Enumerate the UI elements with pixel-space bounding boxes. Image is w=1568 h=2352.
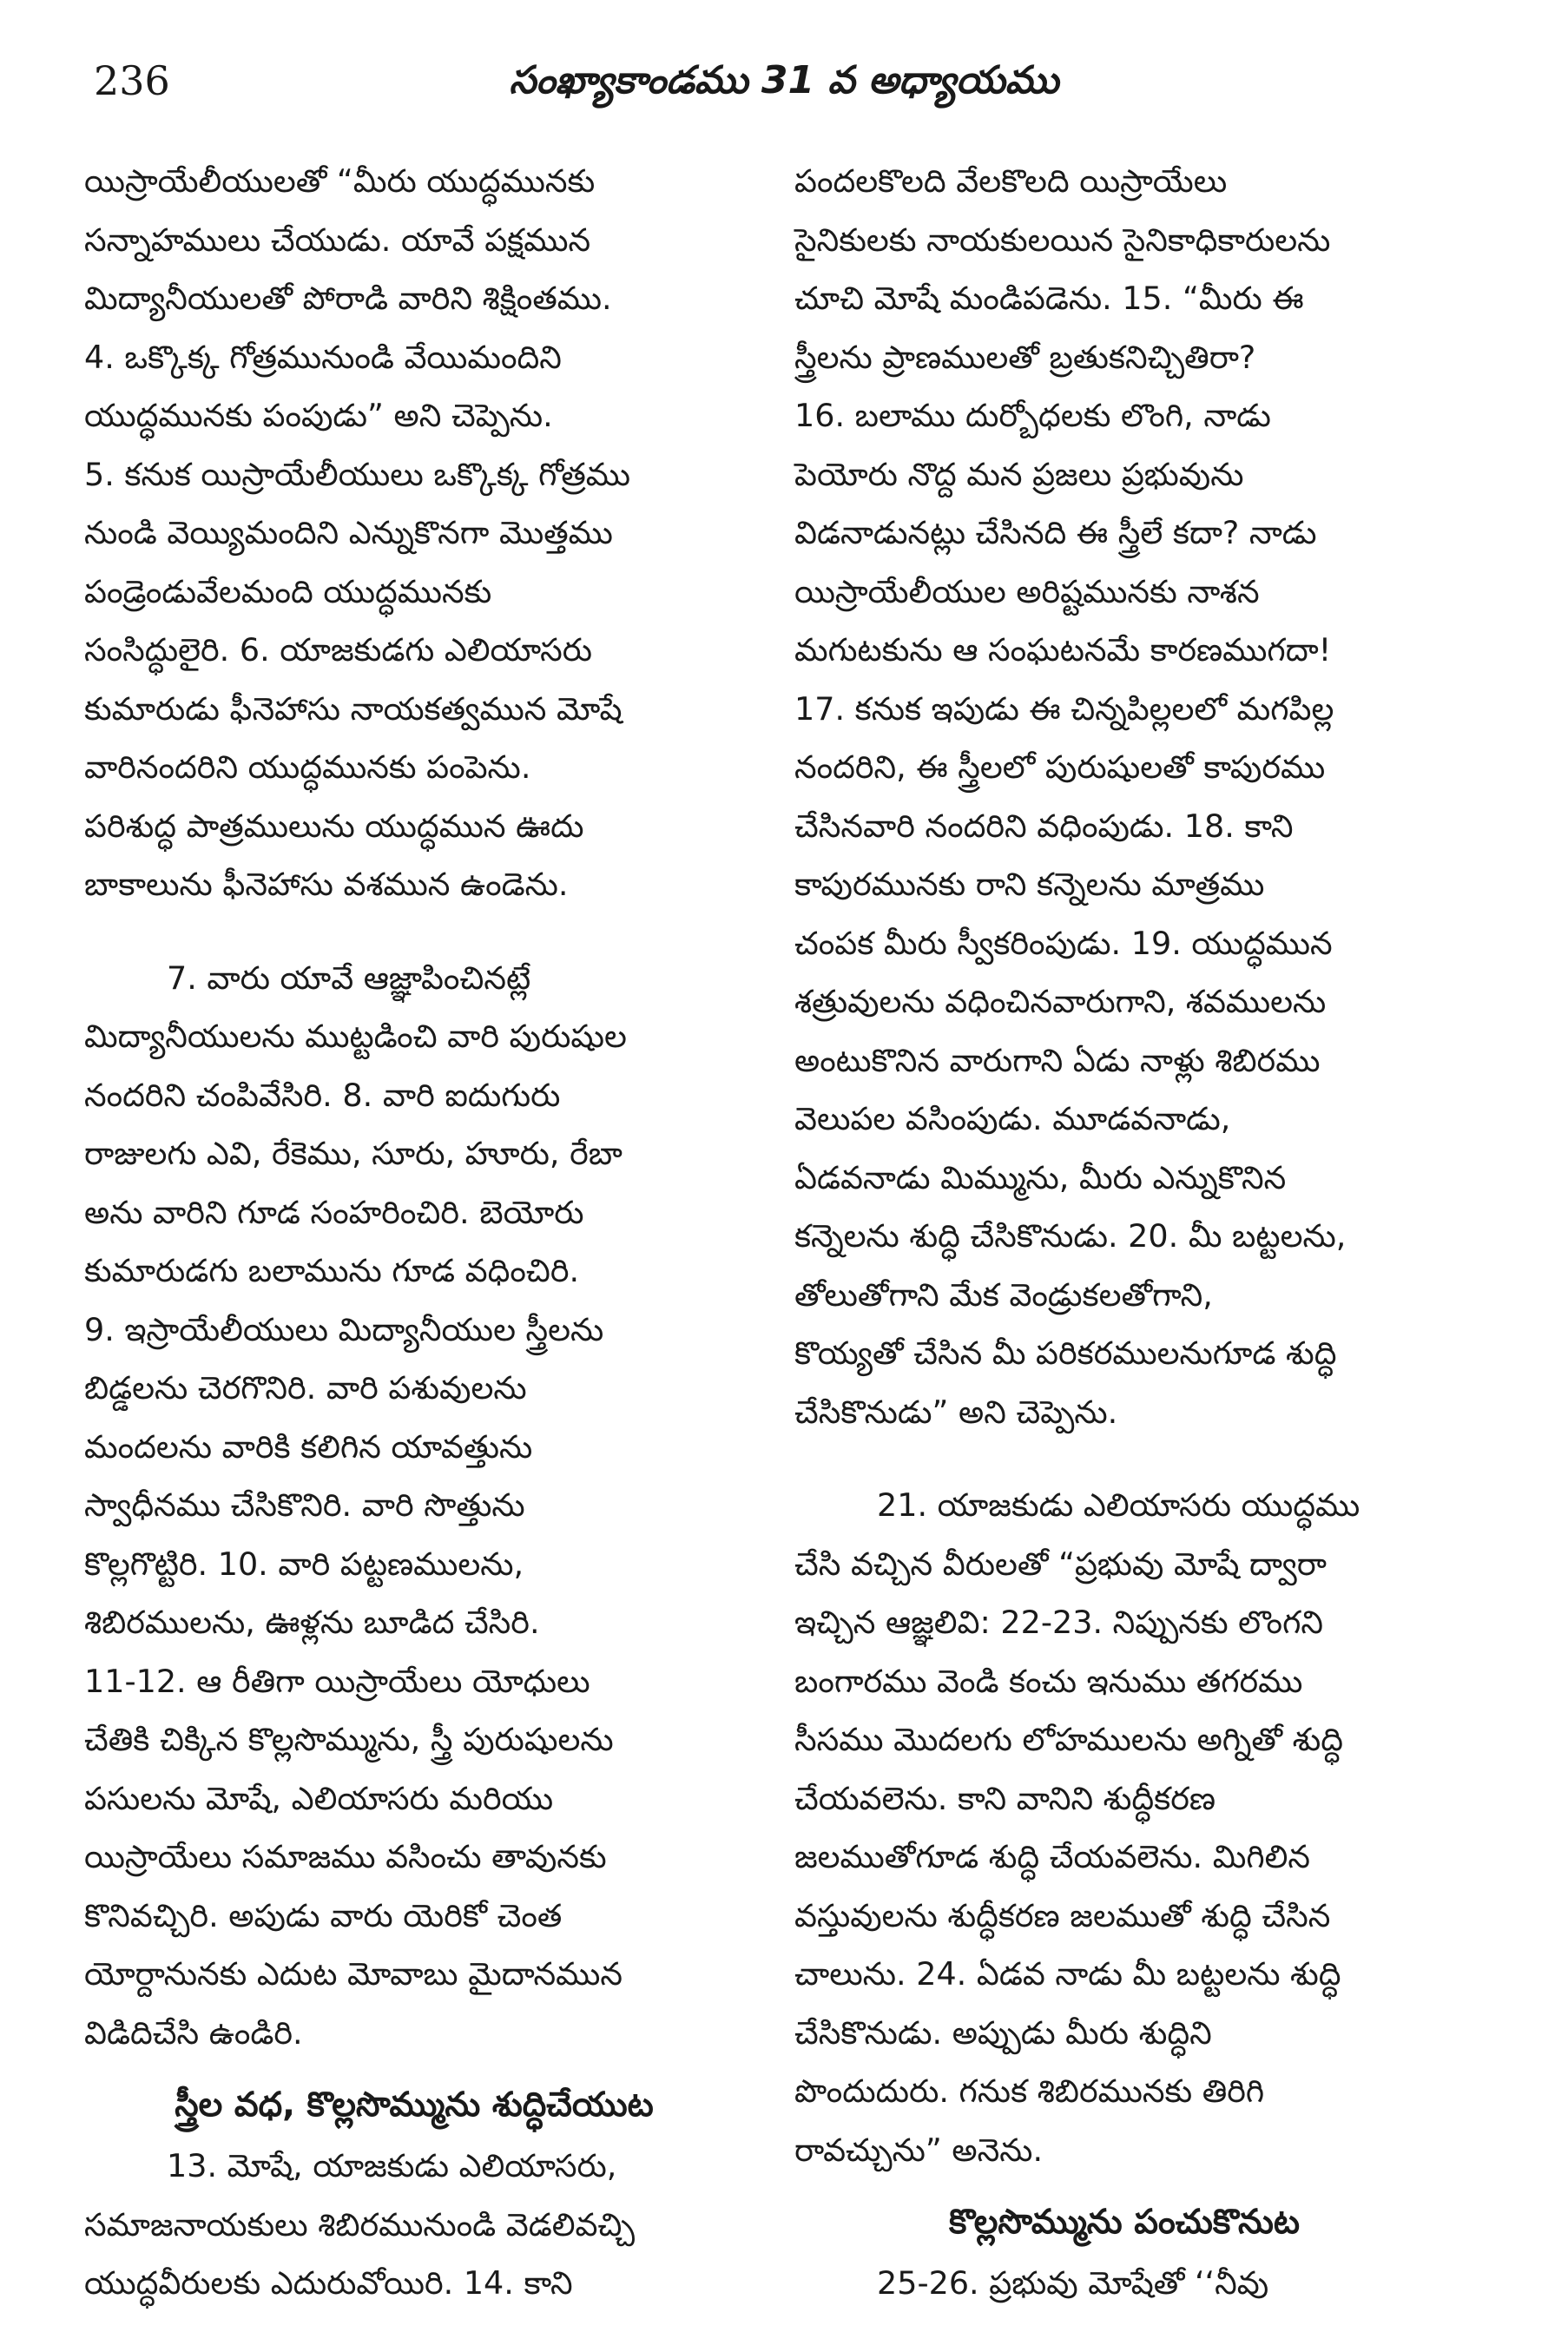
page-header <box>94 42 1474 120</box>
paragraph: పందలకొలది వేలకొలది యిస్రాయేలు సైనికులకు నాయకులయిన సైనికాధికారులను చూచి మోషే మండిపడెను. 15. “మీరు ఈ స్త్రీలను ప్రాణములతో బ్రతుకనిచ్చితిరా? 16. బలాము దుర్బోధలకు లొంగి, నాడు పెయోరు నొద్ద మన ప్రజలు ప్రభువును విడనాడునట్లు చేసినది ఈ స్త్రీలే కదా? నాడు యిస్రాయేలీయుల అరిష్టమునకు నాశన మగుటకును ఆ సంఘటనమే కారణముగదా! 17. కనుక ఇపుడు ఈ చిన్నపిల్లలలో మగపిల్ల నందరిని, ఈ స్త్రీలలో పురుషులతో కాపురము చేసినవారి నందరిని వధింపుడు. 18. కాని కాపురమునకు రాని కన్నెలను మాత్రము చంపక మీరు స్వీకరింపుడు. 19. యుద్ధమున శత్రువులను వధించినవారుగాని, శవములను అంటుకొనిన వారుగాని ఏడు నాళ్లు శిబిరము వెలుపల వసింపుడు. మూడవనాడు, ఏడవనాడు మిమ్మును, మీరు ఎన్నుకొనిన కన్నెలను శుద్ధి చేసికొనుడు. 20. మీ బట్టలను, తోలుతోగాని మేక వెండ్రుకలతోగాని, కొయ్యతో చేసిన మీ పరికరములనుగూడ శుద్ధి చేసికొనుడు” అని చెప్పెను. <box>794 162 1347 1431</box>
section-heading: స్త్రీల వధ, కొల్లసొమ్మును శుద్ధిచేయుట <box>175 2085 654 2125</box>
paragraph: యిస్రాయేలీయులతో “మీరు యుద్ధమునకు సన్నాహములు చేయుడు. యావే పక్షమున మిద్యానీయులతో పోరాడి వారిని శిక్షింతము. 4. ఒక్కొక్క గోత్రమునుండి వేయిమందిని యుద్ధమునకు పంపుడు” అని చెప్పెను. 5. కనుక యిస్రాయేలీయులు ఒక్కొక్క గోత్రము నుండి వెయ్యిమందిని ఎన్నుకొనగా మొత్తము పండ్రెండువేలమంది యుద్ధమునకు సంసిద్ధులైరి. 6. యాజకుడగు ఎలియాసరు కుమారుడు ఫీనెహాసు నాయకత్వమున మోషే వారినందరిని యుద్ధమునకు పంపెను. పరిశుద్ధ పాత్రములును యుద్ధమున ఊదు బాకాలును ఫీనెహాసు వశమున ఉండెను. <box>84 162 630 903</box>
paragraph: 21. యాజకుడు ఎలియాసరు యుద్ధము చేసి వచ్చిన వీరులతో “ప్రభువు మోషే ద్వారా ఇచ్చిన ఆజ్ఞలివి: 22-23. నిప్పునకు లొంగని బంగారము వెండి కంచు ఇనుము తగరము సీసము మొదలగు లోహములను అగ్నితో శుద్ధి చేయవలెను. కాని వానిని శుద్ధీకరణ జలముతోగూడ శుద్ధి చేయవలెను. మిగిలిన వస్తువులను శుద్ధీకరణ జలముతో శుద్ధి చేసిన చాలును. 24. ఏడవ నాడు మీ బట్టలను శుద్ధి చేసికొనుడు. అప్పుడు మీరు శుద్ధిని పొందుదురు. గనుక శిబిరమునకు తిరిగి రావచ్చును” అనెను. <box>794 1486 1360 2169</box>
running-title: సంఖ్యాకాండము 31 వ అధ్యాయము <box>509 58 1059 102</box>
paragraph: 13. మోషే, యాజకుడు ఎలియాసరు, సమాజనాయకులు శిబిరమునుండి వెడలివచ్చి యుద్ధవీరులకు ఎదురువోయిరి. 14. కాని <box>84 2147 636 2302</box>
paragraph: 7. వారు యావే ఆజ్ఞాపించినట్లే మిద్యానీయులను ముట్టడించి వారి పురుషుల నందరిని చంపివేసిరి. 8. వారి ఐదుగురు రాజులగు ఎవి, రేకెము, సూరు, హూరు, రేబా అను వారిని గూడ సంహరించిరి. బెయోరు కుమారుడగు బలామును గూడ వధించిరి. 9. ఇస్రాయేలీయులు మిద్యానీయుల స్త్రీలను బిడ్డలను చెరగొనిరి. వారి పశువులను మందలను వారికి కలిగిన యావత్తును స్వాధీనము చేసికొనిరి. వారి సొత్తును కొల్లగొట్టిరి. 10. వారి పట్టణములను, శిబిరములను, ఊళ్లను బూడిద చేసిరి. 11-12. ఆ రీతిగా యిస్రాయేలు యోధులు చేతికి చిక్కిన కొల్లసొమ్మును, స్త్రీ పురుషులను పసులను మోషే, ఎలియాసరు మరియు యిస్రాయేలు సమాజము వసించు తావునకు కొనివచ్చిరి. అపుడు వారు యెరికో చెంత యోర్దానునకు ఎదుట మోవాబు మైదానమున విడిదిచేసి ఉండిరి. <box>84 959 627 2052</box>
page-number: 236 <box>94 57 170 104</box>
left-column <box>84 152 744 2313</box>
right-column <box>794 152 1454 2313</box>
paragraph: 25-26. ప్రభువు మోషేతో ‘‘నీవు <box>877 2264 1269 2302</box>
section-heading: కొల్లసొమ్మును పంచుకొనుట <box>948 2203 1300 2242</box>
